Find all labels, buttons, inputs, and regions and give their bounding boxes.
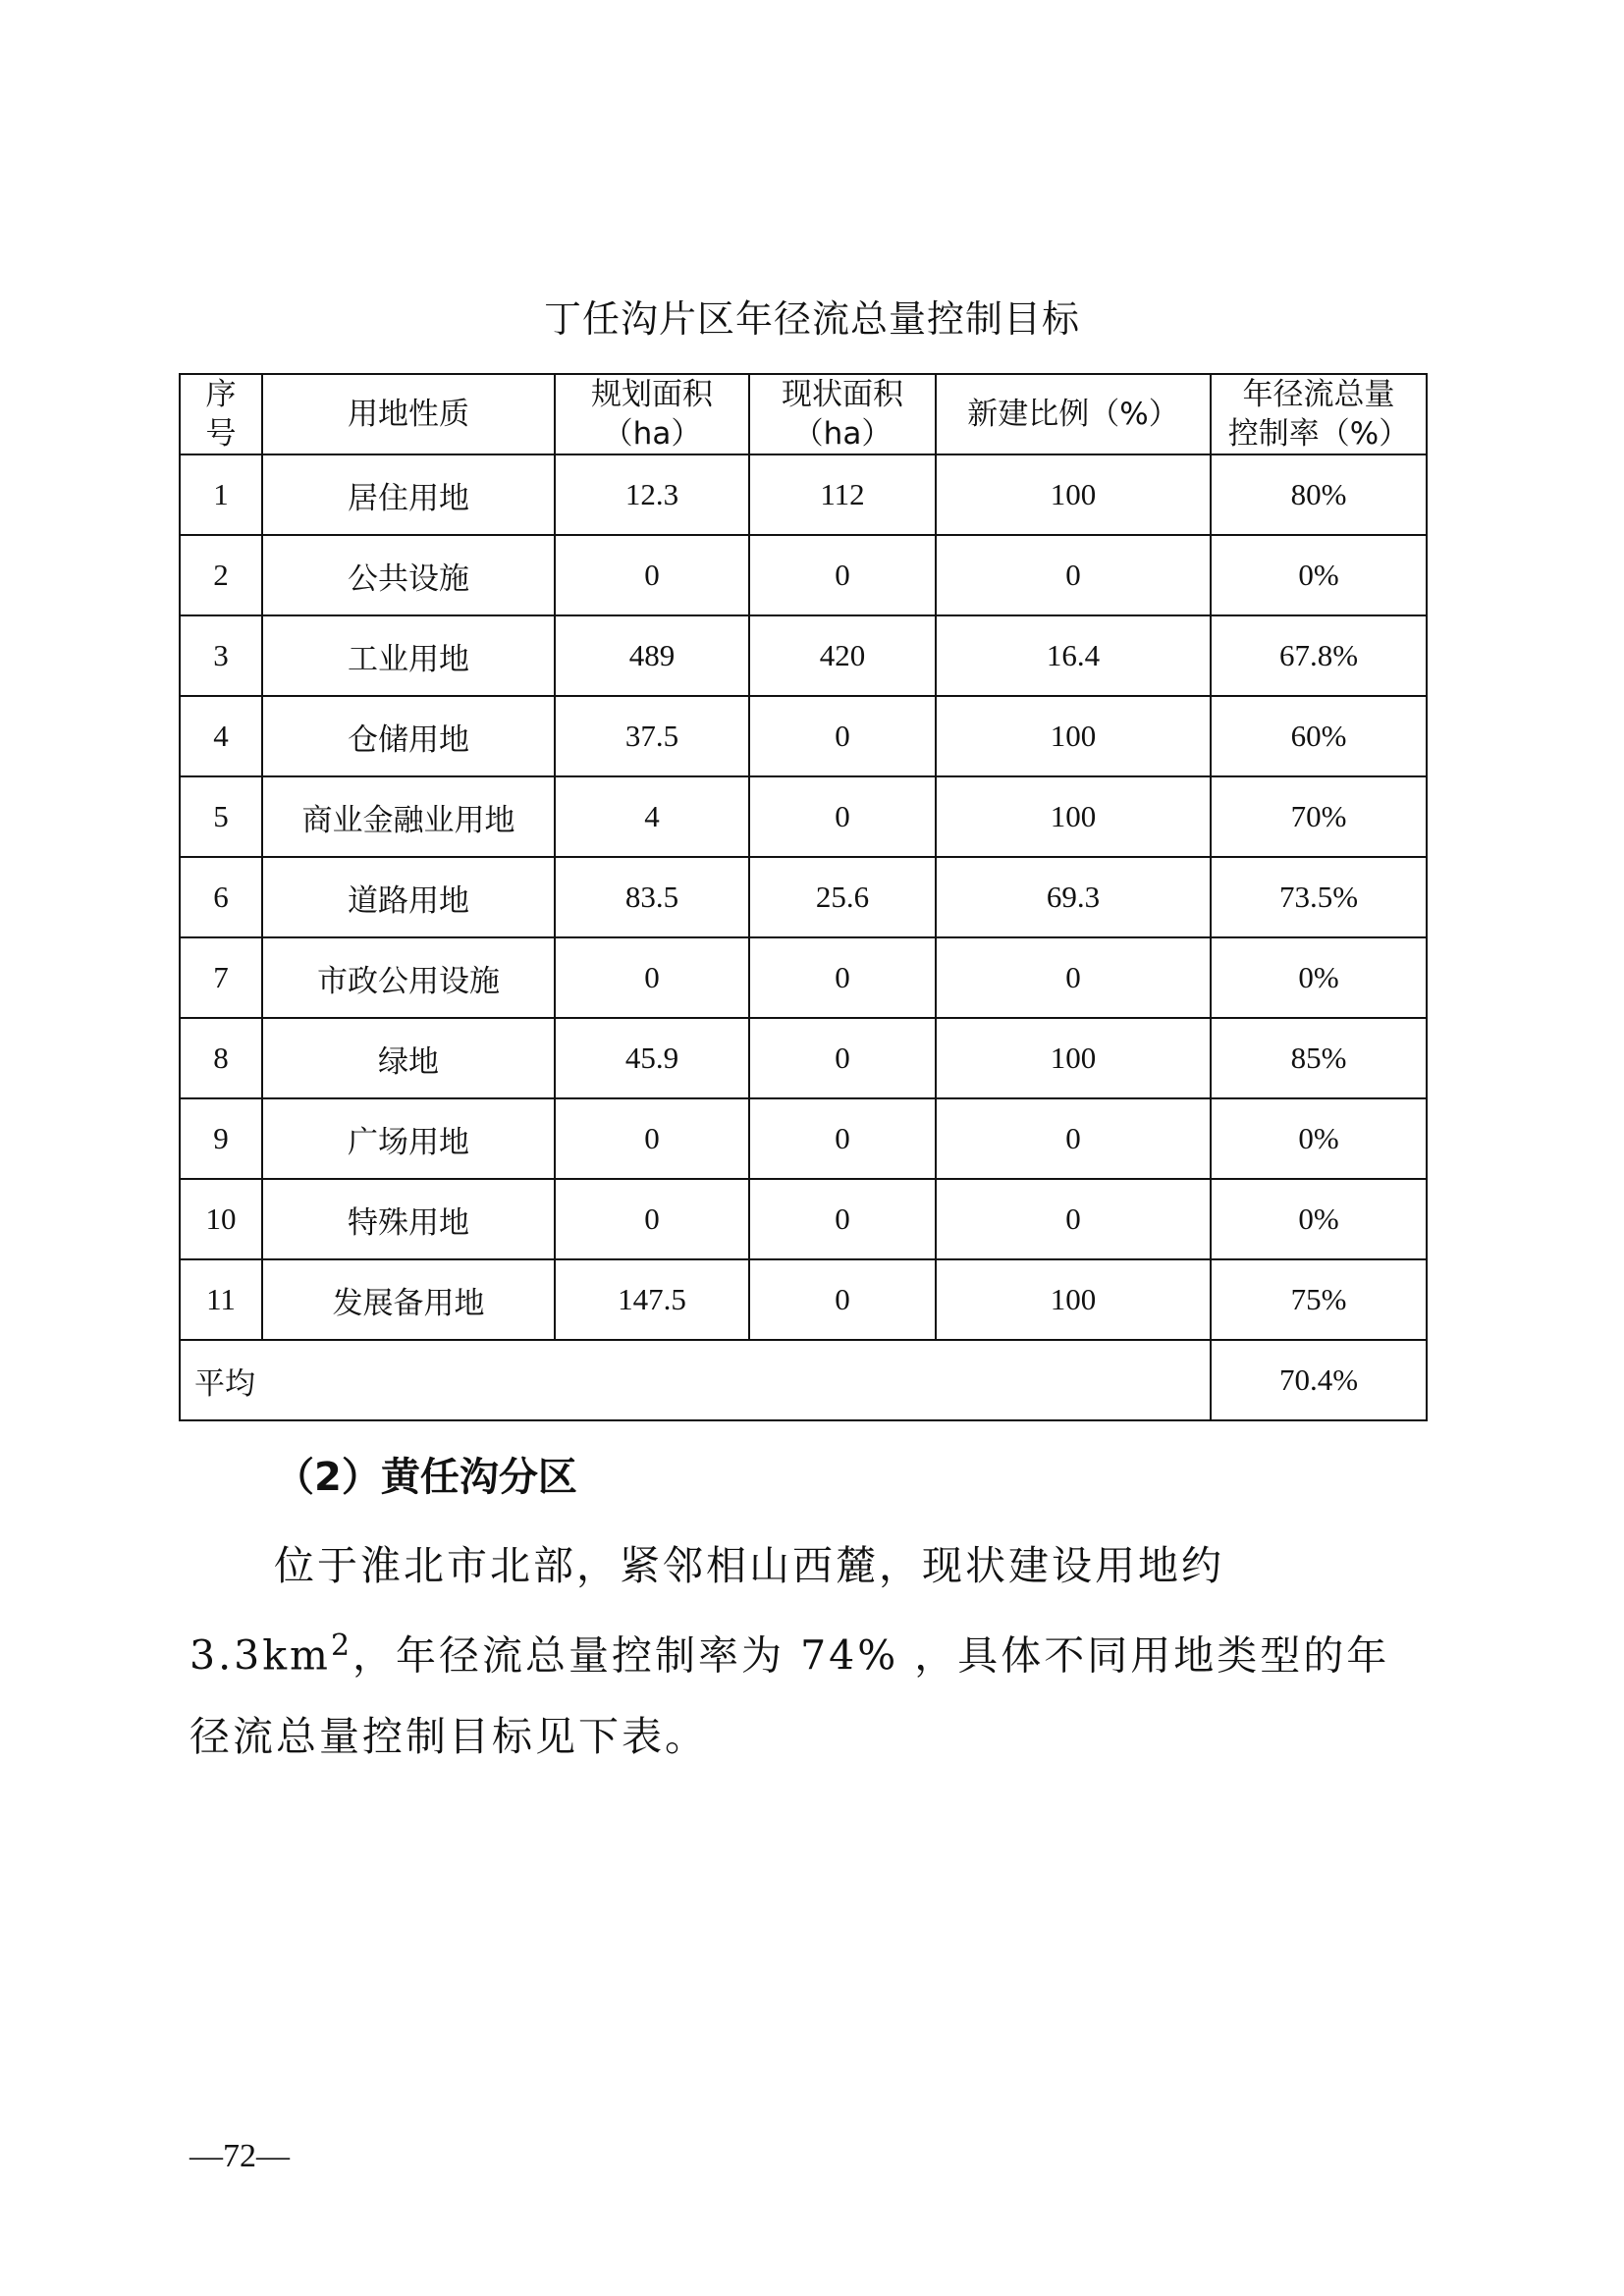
paragraph-part-2: ，年径流总量控制率为 74% ，具体不同用地类型的年径流总量控制目标见下表。 [189,1631,1390,1760]
header-control-rate: 年径流总量 控制率（%） [1211,374,1427,454]
cell-new-ratio: 100 [936,696,1211,776]
table-row [180,1259,1427,1340]
cell-new-ratio: 100 [936,1018,1211,1098]
cell-planned-area: 489 [555,615,749,696]
cell-control-rate: 0% [1211,937,1427,1018]
table-row [180,1018,1427,1098]
cell-new-ratio: 69.3 [936,857,1211,937]
header-current-area: 现状面积 （ha） [749,374,936,454]
paragraph-part-1: 位于淮北市北部，紧邻相山西麓，现状建设用地约 3.3km [189,1542,1224,1680]
table-title: 丁任沟片区年径流总量控制目标 [543,297,1080,341]
cell-planned-area: 12.3 [555,454,749,535]
cell-land-use: 发展备用地 [262,1259,555,1340]
cell-seq: 4 [180,696,262,776]
cell-current-area: 0 [749,1098,936,1179]
cell-land-use: 商业金融业用地 [262,776,555,857]
table-header-row [180,374,1427,454]
cell-control-rate: 70% [1211,776,1427,857]
table-row [180,1179,1427,1259]
cell-land-use: 市政公用设施 [262,937,555,1018]
table-row [180,857,1427,937]
cell-planned-area: 0 [555,535,749,615]
header-planned-area: 规划面积 （ha） [555,374,749,454]
cell-new-ratio: 100 [936,776,1211,857]
header-land-use: 用地性质 [262,374,555,454]
cell-planned-area: 0 [555,937,749,1018]
table-row [180,776,1427,857]
cell-current-area: 0 [749,937,936,1018]
cell-control-rate: 60% [1211,696,1427,776]
cell-planned-area: 45.9 [555,1018,749,1098]
cell-land-use: 绿地 [262,1018,555,1098]
cell-current-area: 0 [749,1179,936,1259]
superscript-exponent: 2 [330,1629,353,1663]
header-seq: 序 号 [180,374,262,454]
cell-seq: 8 [180,1018,262,1098]
cell-land-use: 特殊用地 [262,1179,555,1259]
table-average-row [180,1340,1427,1420]
cell-new-ratio: 100 [936,454,1211,535]
cell-current-area: 0 [749,696,936,776]
cell-seq: 5 [180,776,262,857]
cell-new-ratio: 0 [936,1179,1211,1259]
cell-current-area: 25.6 [749,857,936,937]
cell-planned-area: 147.5 [555,1259,749,1340]
table-row [180,1098,1427,1179]
average-label: 平均 [180,1340,1211,1420]
runoff-control-table [179,373,1428,1421]
cell-planned-area: 4 [555,776,749,857]
cell-planned-area: 0 [555,1098,749,1179]
cell-current-area: 0 [749,1259,936,1340]
cell-new-ratio: 100 [936,1259,1211,1340]
cell-land-use: 工业用地 [262,615,555,696]
cell-seq: 11 [180,1259,262,1340]
cell-control-rate: 75% [1211,1259,1427,1340]
cell-seq: 7 [180,937,262,1018]
cell-planned-area: 0 [555,1179,749,1259]
cell-control-rate: 80% [1211,454,1427,535]
cell-control-rate: 67.8% [1211,615,1427,696]
body-paragraph [189,1525,1427,1777]
cell-seq: 3 [180,615,262,696]
cell-seq: 2 [180,535,262,615]
cell-new-ratio: 0 [936,937,1211,1018]
average-control-rate: 70.4% [1211,1340,1427,1420]
section-heading: （2）黄任沟分区 [275,1455,577,1500]
cell-control-rate: 0% [1211,535,1427,615]
cell-current-area: 0 [749,776,936,857]
cell-seq: 6 [180,857,262,937]
cell-land-use: 公共设施 [262,535,555,615]
cell-current-area: 0 [749,1018,936,1098]
table-row [180,696,1427,776]
table-row [180,615,1427,696]
cell-new-ratio: 0 [936,1098,1211,1179]
table-row [180,535,1427,615]
cell-land-use: 道路用地 [262,857,555,937]
table-row [180,937,1427,1018]
cell-seq: 1 [180,454,262,535]
table-row [180,454,1427,535]
page-number: —72— [189,2138,290,2174]
cell-seq: 9 [180,1098,262,1179]
cell-planned-area: 37.5 [555,696,749,776]
cell-current-area: 112 [749,454,936,535]
cell-control-rate: 73.5% [1211,857,1427,937]
cell-current-area: 0 [749,535,936,615]
cell-land-use: 居住用地 [262,454,555,535]
cell-control-rate: 85% [1211,1018,1427,1098]
cell-land-use: 仓储用地 [262,696,555,776]
header-new-ratio: 新建比例（%） [936,374,1211,454]
cell-new-ratio: 16.4 [936,615,1211,696]
cell-current-area: 420 [749,615,936,696]
cell-planned-area: 83.5 [555,857,749,937]
cell-seq: 10 [180,1179,262,1259]
cell-land-use: 广场用地 [262,1098,555,1179]
cell-control-rate: 0% [1211,1179,1427,1259]
cell-new-ratio: 0 [936,535,1211,615]
cell-control-rate: 0% [1211,1098,1427,1179]
